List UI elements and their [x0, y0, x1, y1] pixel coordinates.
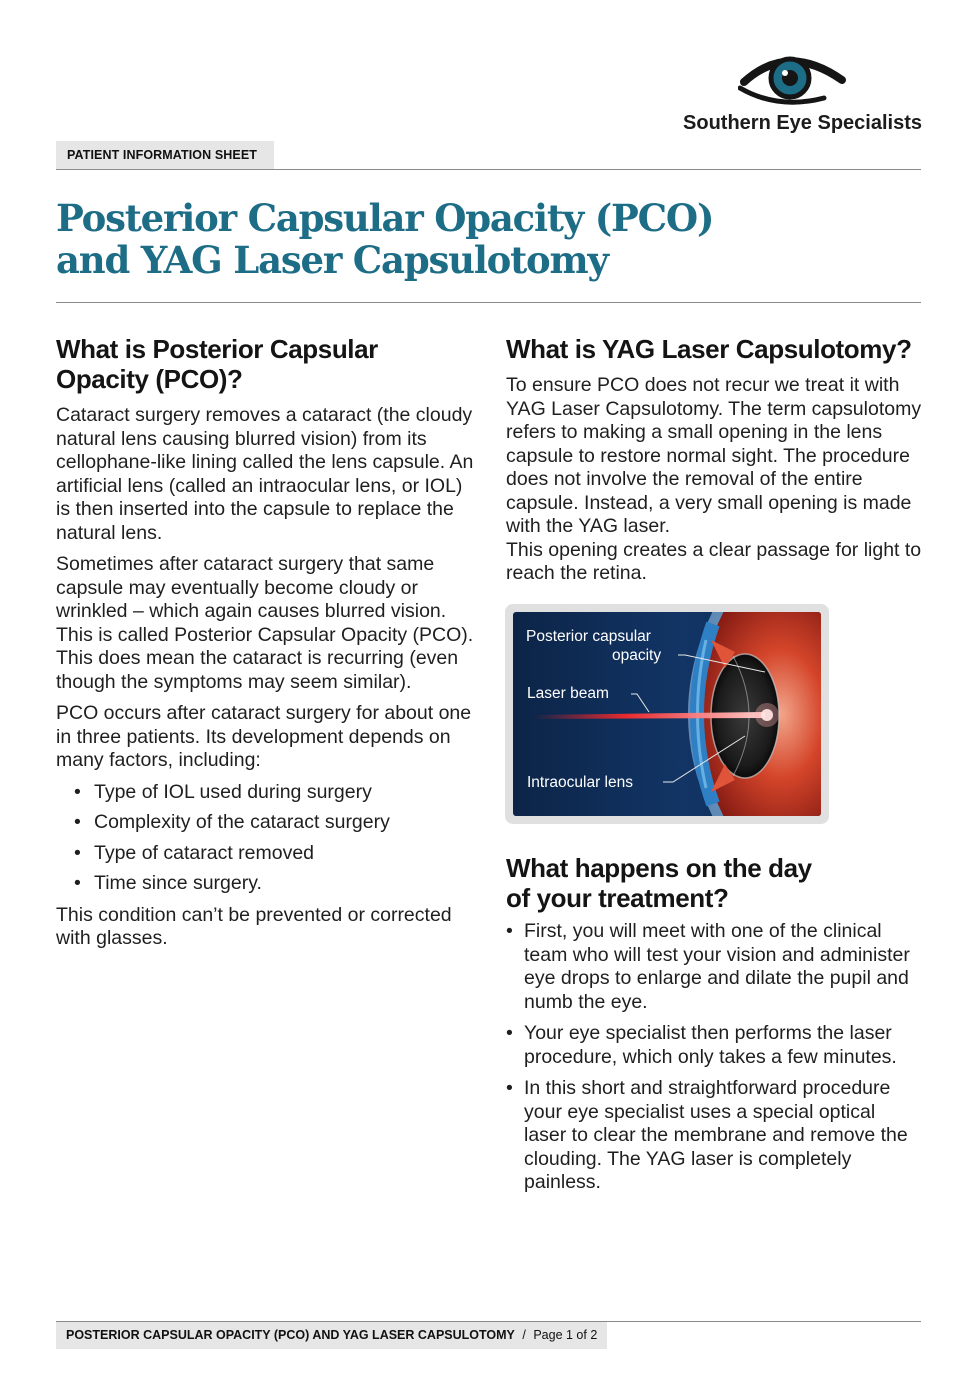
list-item: • Complexity of the cataract surgery [56, 811, 476, 835]
treatment-day-heading-line-2: of your treatment? [506, 883, 729, 913]
treatment-day-heading-line-1: What happens on the day [506, 853, 812, 883]
yag-paragraph-text: To ensure PCO does not recur we treat it with YAG Laser Capsulotomy. The term capsulotomy refers to making a small opening in the lens capsule to restore normal sight. The procedure does not involve the removal of the entire capsule. Instead, a very small opening is made with the YAG laser. [506, 374, 922, 537]
list-item: • Time since surgery. [56, 872, 476, 896]
page-number: Page 1 of 2 [533, 1328, 598, 1342]
brand-name: Southern Eye Specialists [683, 112, 922, 134]
footer-separator: / [522, 1328, 526, 1342]
treatment-steps-list [506, 920, 921, 1203]
yag-paragraph [506, 374, 926, 586]
treatment-day-heading [506, 853, 926, 913]
pco-paragraph-1: Cataract surgery removes a cataract (the cloudy natural lens causing blurred vision) from its cellophane-like lining called the lens capsule. An artificial lens (called an intraocular lens, or IOL) is then inserted into the capsule to replace the natural lens. [56, 404, 474, 544]
list-item: • First, you will meet with one of the clinical team who will test your vision and administer eye drops to enlarge and dilate the pupil and numb the eye. [506, 920, 921, 1014]
pco-closing: This condition can’t be prevented or corrected with glasses. [56, 903, 452, 949]
pco-heading-line-2: Opacity (PCO)? [56, 364, 243, 394]
list-item: • Type of cataract removed [56, 842, 476, 866]
title-line-2: and YAG Laser Capsulotomy [56, 238, 608, 282]
brand-logo [662, 44, 922, 139]
pco-heading-line-1: What is Posterior Capsular [56, 334, 378, 364]
label-pco-line-1: Posterior capsular [526, 628, 651, 645]
pco-heading [56, 334, 476, 394]
left-column [56, 334, 476, 959]
label-intraocular-lens: Intraocular lens [527, 774, 633, 791]
title-divider [56, 302, 921, 303]
header-divider [56, 169, 921, 170]
yag-heading: What is YAG Laser Capsulotomy? [506, 334, 912, 364]
page-footer [56, 1322, 607, 1349]
list-item: • Type of IOL used during surgery [56, 781, 476, 805]
pco-paragraph-3: PCO occurs after cataract surgery for about one in three patients. Its development depends on many factors, including: [56, 702, 472, 771]
pco-factors-list [56, 781, 476, 896]
right-column [506, 334, 926, 586]
yag-paragraph-text-2: This opening creates a clear passage for light to reach the retina. [506, 538, 922, 584]
label-pco-line-2: opacity [612, 647, 662, 664]
document-type-tag: PATIENT INFORMATION SHEET [56, 141, 274, 169]
eye-icon [738, 48, 848, 108]
list-item: • Your eye specialist then performs the laser procedure, which only takes a few minutes. [506, 1022, 921, 1069]
footer-title: POSTERIOR CAPSULAR OPACITY (PCO) AND YAG LASER CAPSULOTOMY [66, 1328, 515, 1342]
title-line-1: Posterior Capsular Opacity (PCO) [56, 196, 714, 240]
label-laser-beam: Laser beam [527, 685, 609, 702]
list-item: • In this short and straightforward procedure your eye specialist uses a special optical laser to clear the membrane and remove the clouding. The YAG laser is completely painless. [506, 1077, 921, 1195]
pco-paragraph-2: Sometimes after cataract surgery that same capsule may eventually become cloudy or wrinkled – which again causes blurred vision. This is called Posterior Capsular Opacity (PCO). This does mean the cataract is recurring (even though the symptoms may seem similar). [56, 553, 474, 693]
page-title [56, 197, 916, 281]
eye-diagram [505, 604, 829, 824]
